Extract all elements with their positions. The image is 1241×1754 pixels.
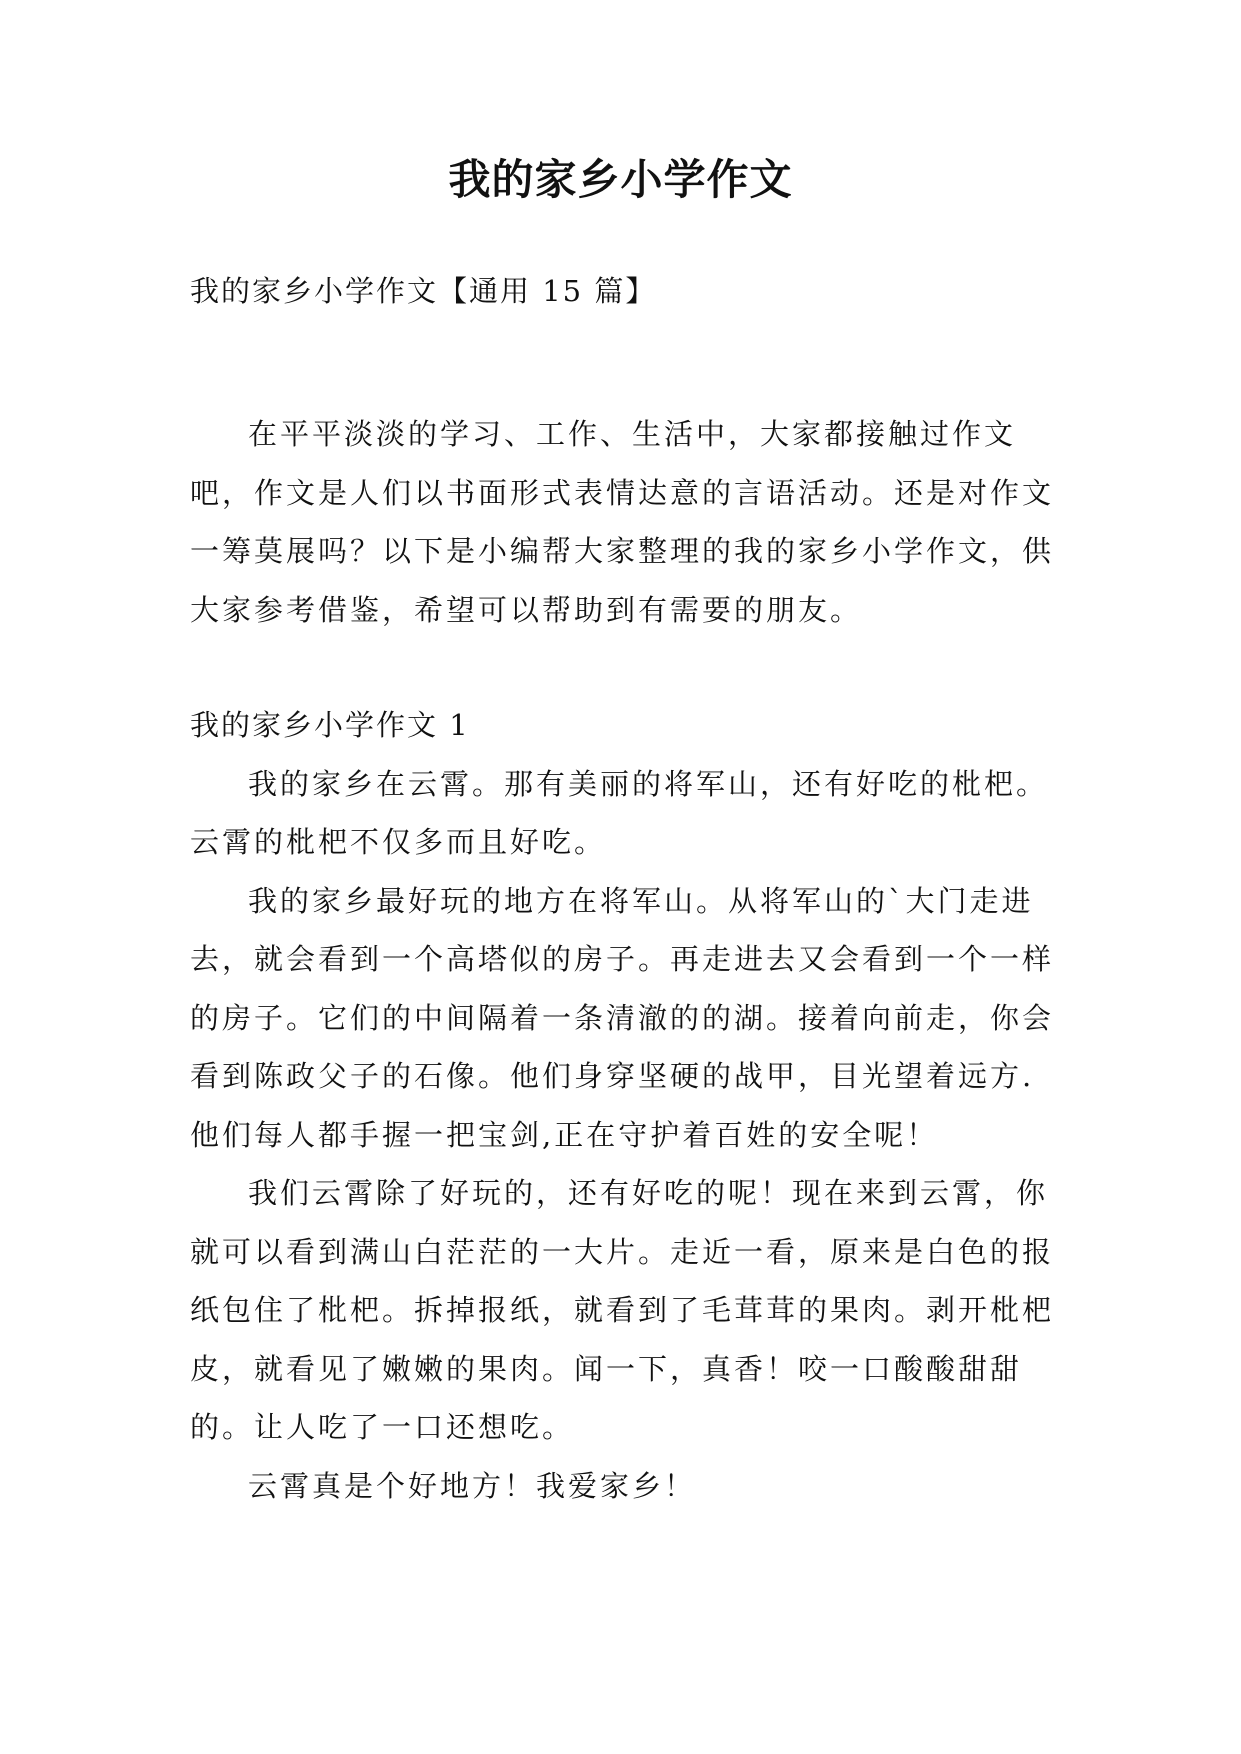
essay-paragraph: 我们云霄除了好玩的，还有好吃的呢！现在来到云霄，你就可以看到满山白茫茫的一大片。走近一看，原来是白色的报纸包住了枇杷。拆掉报纸，就看到了毛茸茸的果肉。剥开枇杷皮，就看见了嫩嫩的果肉。闻一下，真香！咬一口酸酸甜甜的。让人吃了一口还想吃。: [190, 1176, 1055, 1444]
essay-section: [190, 696, 1066, 1515]
intro-paragraph: 在平平淡淡的学习、工作、生活中，大家都接触过作文吧，作文是人们以书面形式表情达意的言语活动。还是对作文一筹莫展吗？以下是小编帮大家整理的我的家乡小学作文，供大家参考借鉴，希望可以帮助到有需要的朋友。: [190, 417, 1055, 627]
essay-paragraph: 我的家乡在云霄。那有美丽的将军山，还有好吃的枇杷。云霄的枇杷不仅多而且好吃。: [190, 766, 1049, 859]
document-title: 我的家乡小学作文: [448, 155, 793, 204]
document-subtitle: 我的家乡小学作文【通用 15 篇】: [190, 274, 657, 308]
essay-paragraph: 云霄真是个好地方！我爱家乡！: [248, 1468, 697, 1503]
essay-heading: 我的家乡小学作文 1: [190, 708, 470, 742]
intro-section: [190, 405, 1066, 639]
essay-paragraph: 我的家乡最好玩的地方在将军山。从将军山的`大门走进去，就会看到一个高塔似的房子。再走进去又会看到一个一样的房子。它们的中间隔着一条清澈的的湖。接着向前走，你会看到陈政父子的石像。他们身穿坚硬的战甲，目光望着远方.他们每人都手握一把宝剑,正在守护着百姓的安全呢！: [190, 883, 1055, 1152]
